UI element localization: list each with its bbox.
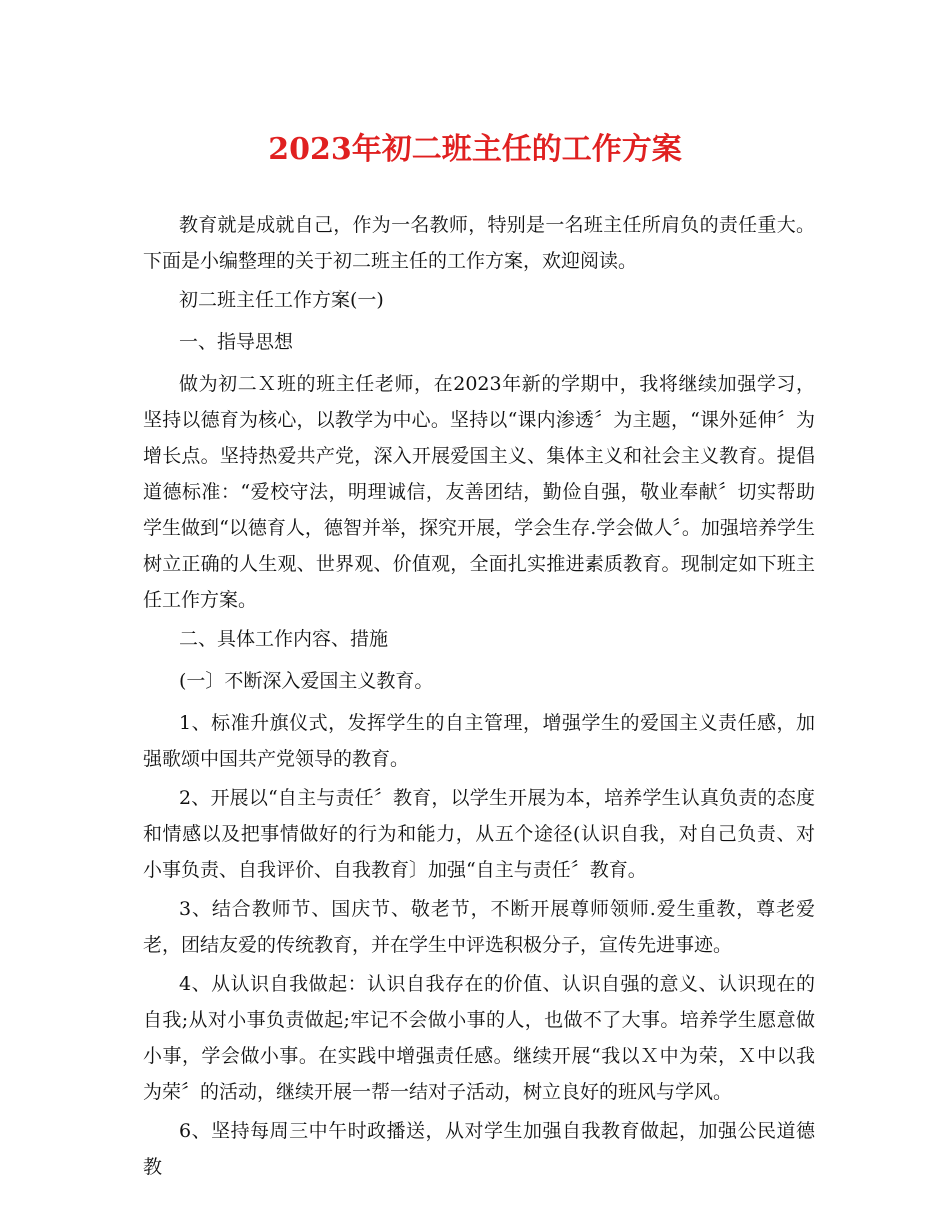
plan-title: 初二班主任工作方案(一): [179, 289, 384, 311]
list-item: 4、从认识自我做起：认识自我存在的价值、认识自强的意义、认识现在的自我;从对小事负责做起;牢记不会做小事的人，也做不了大事。培养学生愿意做小事，学会做小事。在实践中增强责任感。继续开展“我以Ｘ中为荣，Ｘ中以我为荣〞的活动，继续开展一帮一结对子活动，树立良好的班风与学风。: [143, 973, 815, 1103]
list-item: 2、开展以“自主与责任〞教育，以学生开展为本，培养学生认真负责的态度和情感以及把事情做好的行为和能力，从五个途径(认识自我，对自己负责、对小事负责、自我评价、自我教育〕加强“自主与责任〞教育。: [143, 787, 815, 881]
document-body: [143, 207, 815, 1188]
intro-paragraph: 教育就是成就自己，作为一名教师，特别是一名班主任所肩负的责任重大。下面是小编整理的关于初二班主任的工作方案，欢迎阅读。: [143, 214, 815, 272]
section-heading-guiding-ideology: 一、指导思想: [179, 331, 294, 353]
subsection-heading-patriotic-education: (一〕不断深入爱国主义教育。: [179, 670, 434, 692]
list-item: 6、坚持每周三中午时政播送，从对学生加强自我教育做起，加强公民道德教: [143, 1120, 815, 1178]
list-item: 3、结合教师节、国庆节、敬老节，不断开展尊师领师.爱生重教，尊老爱老，团结友爱的传统教育，并在学生中评选积极分子，宣传先进事迹。: [143, 898, 815, 956]
section-heading-work-content: 二、具体工作内容、措施: [179, 628, 389, 650]
list-item: 1、标准升旗仪式，发挥学生的自主管理，增强学生的爱国主义责任感，加强歌颂中国共产党领导的教育。: [143, 712, 815, 770]
document-title: 2023年初二班主任的工作方案: [268, 132, 682, 167]
section-paragraph-guiding-ideology: 做为初二Ｘ班的班主任老师，在2023年新的学期中，我将继续加强学习，坚持以德育为核心，以教学为中心。坚持以“课内渗透〞为主题，“课外延伸〞为增长点。坚持热爱共产党，深入开展爱国主义、集体主义和社会主义教育。提倡道德标准：“爱校守法，明理诚信，友善团结，勤俭自强，敬业奉献〞切实帮助学生做到“以德育人，德智并举，探究开展，学会生存.学会做人〞。加强培养学生树立正确的人生观、世界观、价值观，全面扎实推进素质教育。现制定如下班主任工作方案。: [143, 373, 815, 611]
